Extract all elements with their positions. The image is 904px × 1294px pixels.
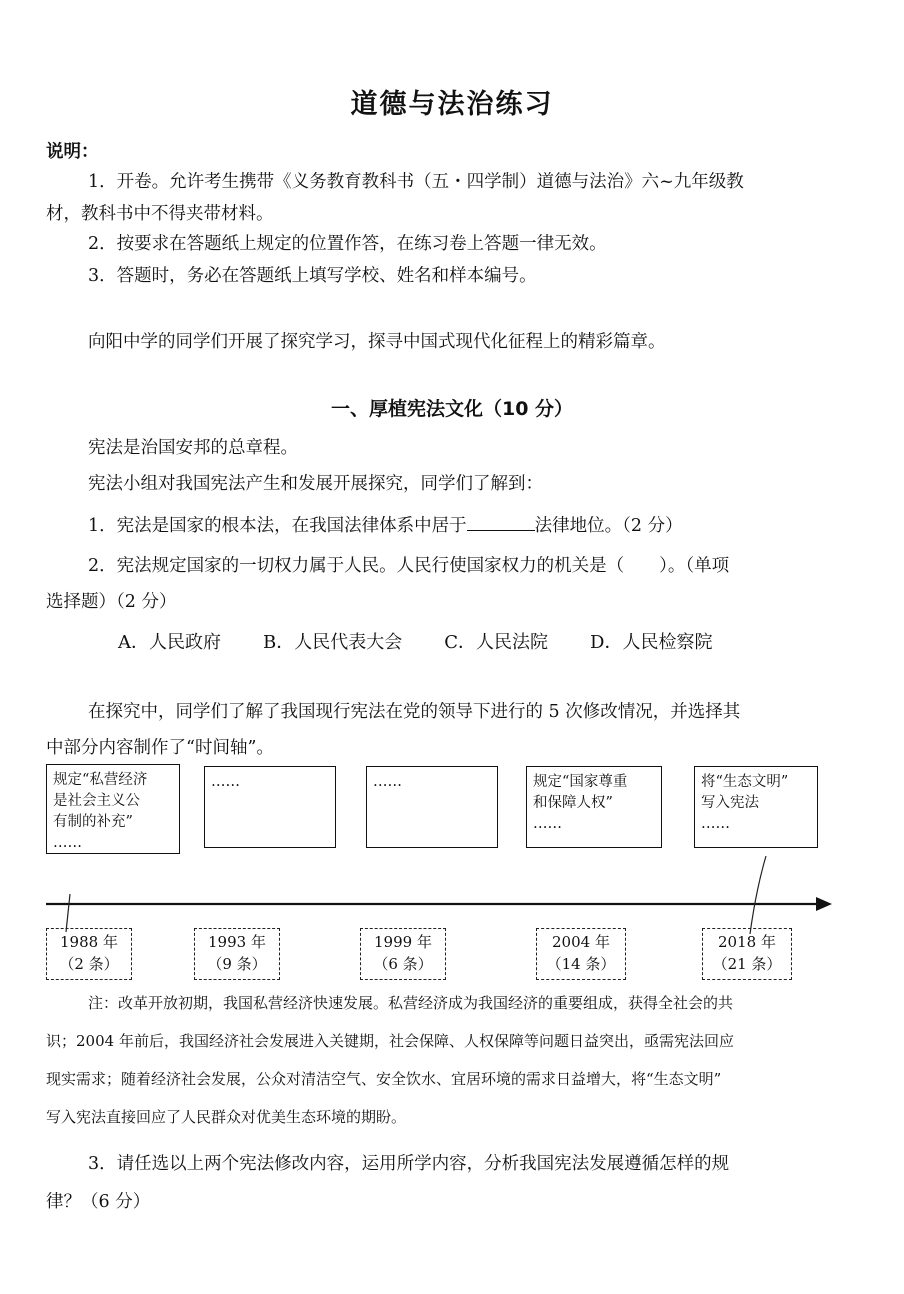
section-1-title: 一、厚植宪法文化（10 分） <box>330 398 574 420</box>
timeline-axis <box>0 850 904 940</box>
question-2-options <box>118 628 712 654</box>
timeline-box-text: 将“生态文明” <box>701 774 789 790</box>
timeline-note-line-4: 写入宪法直接回应了人民群众对优美生态环境的期盼。 <box>46 1108 407 1126</box>
timeline-arrow-icon <box>816 897 832 911</box>
section-1-paragraph-1: 宪法是治国安邦的总章程。 <box>88 438 298 458</box>
question-3-cont: 律？（6 分） <box>46 1192 151 1212</box>
instructions-heading: 说明： <box>46 142 99 162</box>
timeline-box-text: …… <box>533 816 562 832</box>
question-2: 2．宪法规定国家的一切权力属于人民。人民行使国家权力的机关是（ ）。（单项 <box>88 556 730 576</box>
intro-paragraph: 向阳中学的同学们开展了探究学习，探寻中国式现代化征程上的精彩篇章。 <box>88 332 666 352</box>
year-count: （21 条） <box>712 955 782 973</box>
section-1-paragraph-3-cont: 中部分内容制作了“时间轴”。 <box>46 738 274 758</box>
timeline-box-text: 和保障人权” <box>533 795 613 811</box>
option-d: D．人民检察院 <box>590 632 713 653</box>
year-label: 1999 年 <box>374 933 432 951</box>
timeline-box-text: …… <box>53 835 82 851</box>
year-box-1993 <box>194 928 280 980</box>
year-label: 1988 年 <box>60 933 118 951</box>
year-label: 2018 年 <box>718 933 776 951</box>
section-1-paragraph-2: 宪法小组对我国宪法产生和发展开展探究，同学们了解到： <box>88 474 543 494</box>
timeline-tick-mark <box>750 856 766 934</box>
timeline-note-line-3: 现实需求；随着经济社会发展，公众对清洁空气、安全饮水、宜居环境的需求日益增大，将“生态文明” <box>46 1070 722 1088</box>
year-count: （6 条） <box>373 955 433 973</box>
question-1 <box>88 512 683 537</box>
section-1-paragraph-3: 在探究中，同学们了解了我国现行宪法在党的领导下进行的 5 次修改情况，并选择其 <box>88 702 741 722</box>
timeline-box-text: …… <box>373 774 402 790</box>
timeline-box-text: 写入宪法 <box>701 795 759 811</box>
question-3: 3．请任选以上两个宪法修改内容，运用所学内容，分析我国宪法发展遵循怎样的规 <box>88 1154 730 1174</box>
timeline-box-2004 <box>526 766 662 848</box>
timeline-box-text: 规定“国家尊重 <box>533 774 628 790</box>
timeline-box-1993 <box>204 766 336 848</box>
option-b: B．人民代表大会 <box>263 632 403 653</box>
timeline-box-text: 有制的补充” <box>53 814 133 830</box>
timeline-note-line-2: 识；2004 年前后，我国经济社会发展进入关键期，社会保障、人权保障等问题日益突出，亟需宪法回应 <box>46 1032 734 1050</box>
question-1-text-end: 法律地位。（2 分） <box>534 516 683 536</box>
timeline-tick-mark <box>66 894 70 932</box>
timeline-box-text: 是社会主义公 <box>53 793 140 809</box>
page-title: 道德与法治练习 <box>350 89 554 120</box>
instruction-item-1-cont: 材，教科书中不得夹带材料。 <box>46 204 274 224</box>
instruction-item-1: 1．开卷。允许考生携带《义务教育教科书（五・四学制）道德与法治》六~九年级教 <box>88 172 744 192</box>
question-2-cont: 选择题）（2 分） <box>46 592 177 612</box>
year-count: （2 条） <box>59 955 119 973</box>
timeline-box-text: …… <box>701 816 730 832</box>
year-box-1999 <box>360 928 446 980</box>
year-label: 2004 年 <box>552 933 610 951</box>
year-box-1988 <box>46 928 132 980</box>
option-a: A．人民政府 <box>118 632 221 653</box>
year-box-2004 <box>536 928 626 980</box>
timeline-note-line-1: 注：改革开放初期，我国私营经济快速发展。私营经济成为我国经济的重要组成，获得全社会的共 <box>88 994 734 1012</box>
question-1-text: 1．宪法是国家的根本法，在我国法律体系中居于 <box>88 516 467 536</box>
timeline-box-text: 规定“私营经济 <box>53 772 148 788</box>
timeline-box-text: …… <box>211 774 240 790</box>
answer-blank <box>467 516 535 531</box>
year-box-2018 <box>702 928 792 980</box>
instruction-item-2: 2．按要求在答题纸上规定的位置作答，在练习卷上答题一律无效。 <box>88 234 607 254</box>
year-count: （14 条） <box>546 955 616 973</box>
timeline-box-1999 <box>366 766 498 848</box>
timeline-box-1988 <box>46 764 180 854</box>
year-count: （9 条） <box>207 955 267 973</box>
timeline-box-2018 <box>694 766 818 848</box>
instruction-item-3: 3．答题时，务必在答题纸上填写学校、姓名和样本编号。 <box>88 266 537 286</box>
year-label: 1993 年 <box>208 933 266 951</box>
option-c: C．人民法院 <box>444 632 549 653</box>
